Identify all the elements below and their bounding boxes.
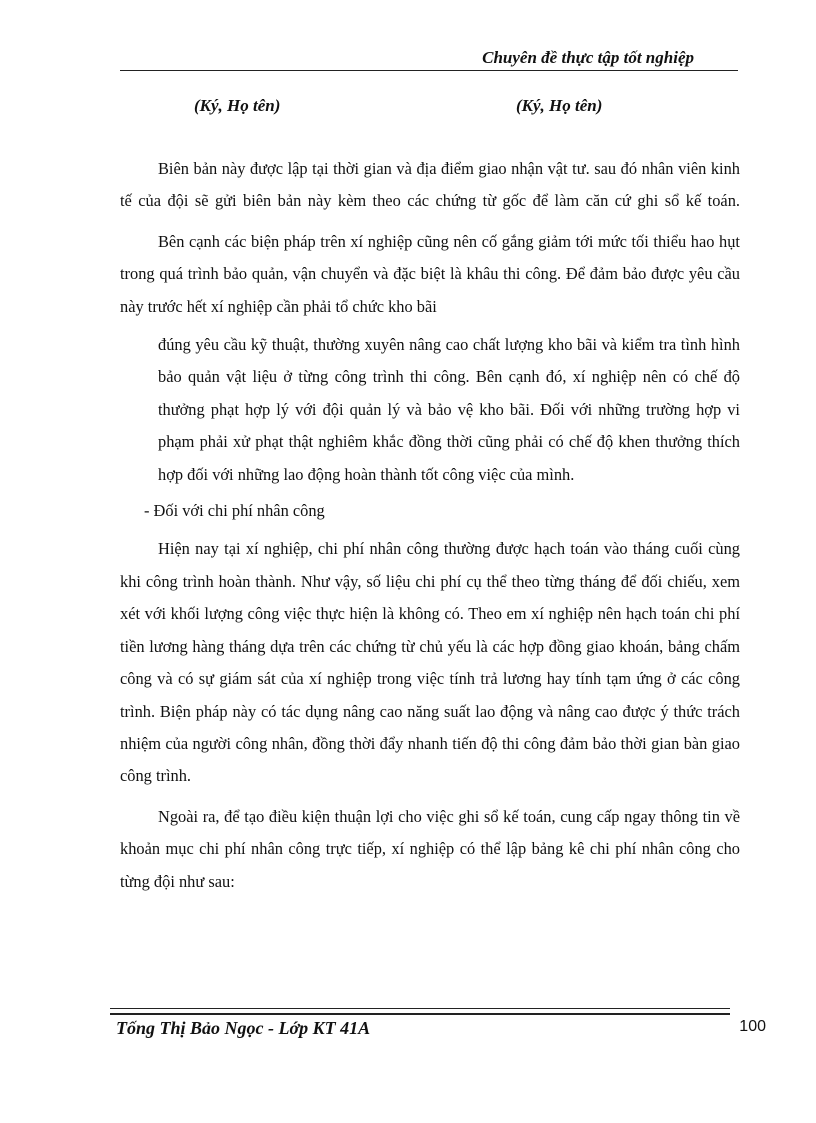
paragraph-storage-continued: đúng yêu cầu kỹ thuật, thường xuyên nâng cao chất lượng kho bãi và kiểm tra tình hình bảo quản vật liệu ở từng công trình thi công. Bên cạnh đó, xí nghiệp nên có chế độ thưởng phạt hợp lý với đội quản lý và bảo vệ kho bãi. Đối với những trường hợp vi phạm phải xử phạt thật nghiêm khắc đồng thời cũng phải có chế độ khen thưởng thích hợp đối với những lao động hoàn thành tốt công việc của mình. [158, 335, 740, 484]
paragraph-labor-cost: Hiện nay tại xí nghiệp, chi phí nhân công thường được hạch toán vào tháng cuối cùng khi công trình hoàn thành. Như vậy, số liệu chi phí cụ thể theo từng tháng để đối chiếu, xem xét với khối lượng công việc thực hiện là không có. Theo em xí nghiệp nên hạch toán chi phí tiền lương hàng tháng dựa trên các chứng từ chủ yếu là các hợp đồng giao khoán, bảng chấm công và có sự giám sát của xí nghiệp trong việc tính trả lương hay tính tạm ứng ở các công trình. Biện pháp này có tác dụng nâng cao năng suất lao động và nâng cao được ý thức trách nhiệm của người công nhân, đồng thời đẩy nhanh tiến độ thi công đảm bảo thời gian bàn giao công trình. [120, 539, 740, 786]
bullet-labor-cost: - Đối với chi phí nhân công [144, 501, 325, 521]
footer-author: Tống Thị Bảo Ngọc - Lớp KT 41A [116, 1018, 371, 1038]
paragraph-labor-table-intro: Ngoài ra, để tạo điều kiện thuận lợi cho việc ghi sổ kế toán, cung cấp ngay thông tin về khoản mục chi phí nhân công trực tiếp, xí nghiệp có thể lập bảng kê chi phí nhân công cho từng đội như sau: [120, 806, 740, 891]
paragraph-minutes: Biên bản này được lập tại thời gian và địa điểm giao nhận vật tư. sau đó nhân viên kinh tế của đội sẽ gửi biên bản này kèm theo các chứng từ gốc để làm căn cứ ghi sổ kế toán. [120, 159, 740, 211]
footer-rule-thin [110, 1008, 730, 1009]
signature-label-left: (Ký, Họ tên) [194, 96, 281, 115]
signature-label-right: (Ký, Họ tên) [516, 96, 603, 115]
footer-rule-thick [110, 1013, 730, 1015]
header-rule [120, 70, 738, 71]
page-number: 100 [739, 1018, 766, 1035]
paragraph-storage-measures: Bên cạnh các biện pháp trên xí nghiệp cũng nên cố gắng giảm tới mức tối thiểu hao hụt trong quá trình bảo quản, vận chuyển và đặc biệt là khâu thi công. Để đảm bảo được yêu cầu này trước hết xí nghiệp cần phải tổ chức kho bãi [120, 231, 740, 316]
running-header-title: Chuyên đề thực tập tốt nghiệp [482, 48, 694, 67]
document-body [120, 153, 740, 898]
